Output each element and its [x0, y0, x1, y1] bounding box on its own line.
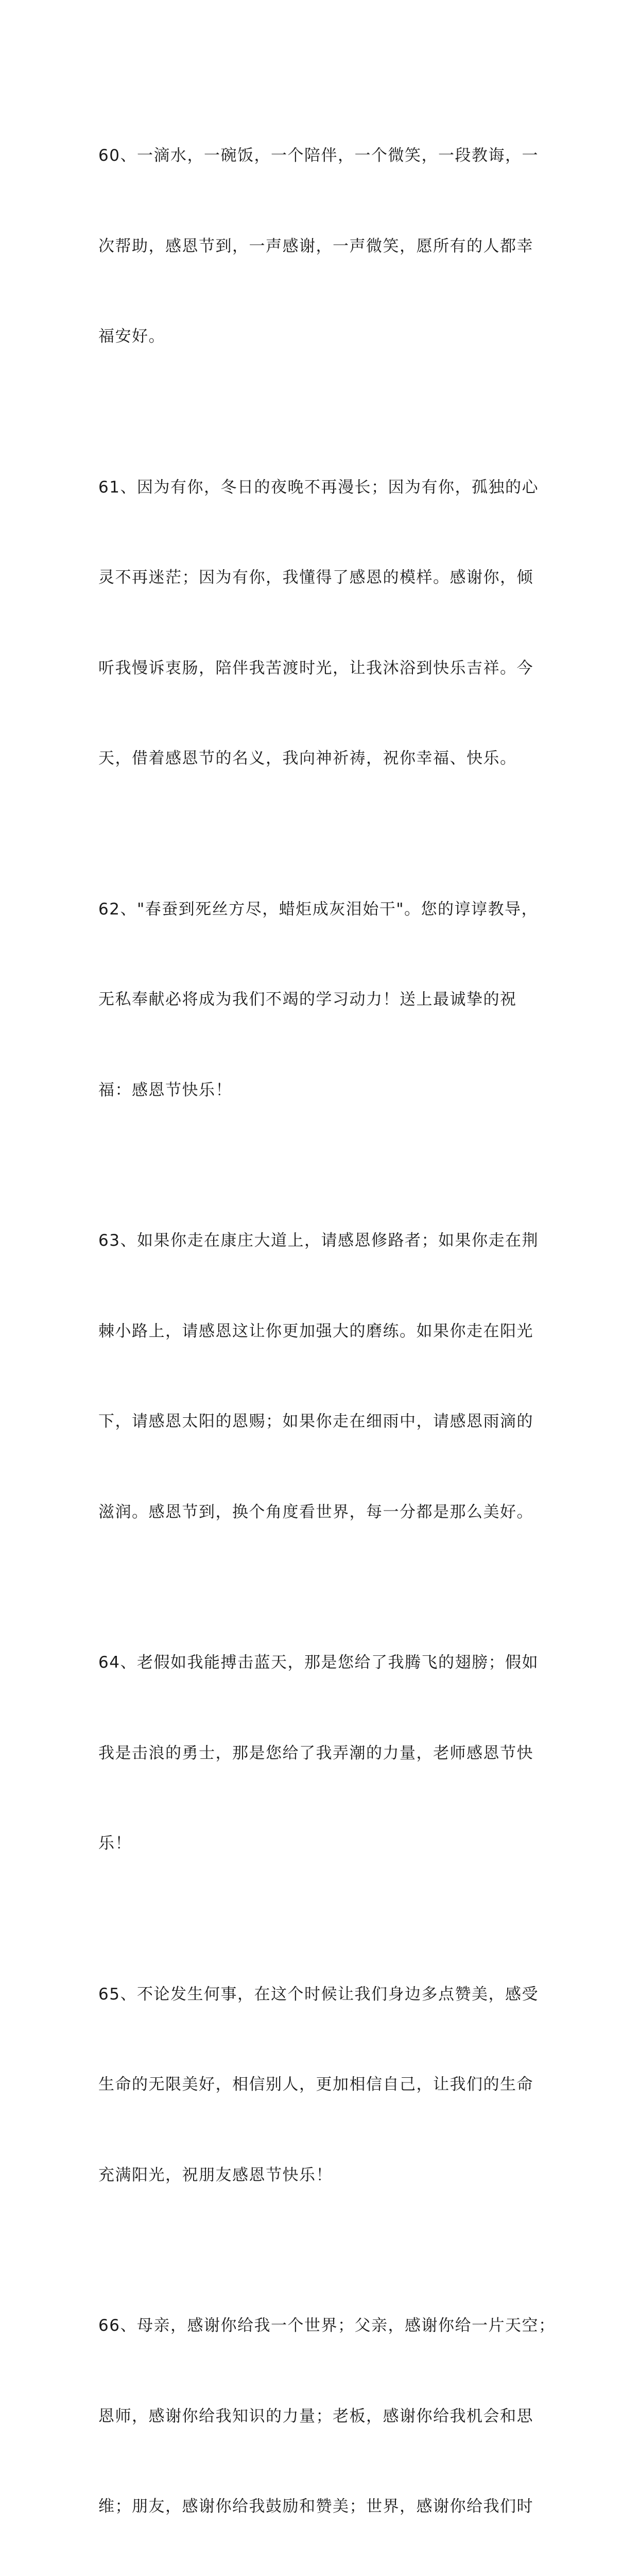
text-line: 66、母亲，感谢你给我一个世界；父亲，感谢你给一片天空； [98, 2316, 556, 2335]
text-line: 恩师，感谢你给我知识的力量；老板，感谢你给我机会和思 [98, 2406, 533, 2426]
text-line: 生命的无限美好，相信别人，更加相信自己，让我们的生命 [98, 2075, 533, 2094]
text-line: 无私奉献必将成为我们不竭的学习动力！送上最诚挚的祝 [98, 990, 517, 1009]
text-line: 充满阳光，祝朋友感恩节快乐！ [98, 2165, 333, 2184]
text-line: 64、老假如我能搏击蓝天，那是您给了我腾飞的翅膀；假如 [98, 1653, 539, 1672]
paragraph-66 [98, 2250, 556, 2576]
text-line: 我是击浪的勇士，那是您给了我弄潮的力量，老师感恩节快 [98, 1743, 533, 1762]
text-line: 灵不再迷茫；因为有你，我懂得了感恩的模样。感谢你，倾 [98, 568, 533, 587]
text-line: 62、"春蚕到死丝方尽，蜡炬成灰泪始干"。您的谆谆教导， [98, 900, 538, 919]
text-line: 63、如果你走在康庄大道上，请感恩修路者；如果你走在荆 [98, 1231, 539, 1250]
text-line: 福：感恩节快乐！ [98, 1080, 232, 1099]
paragraph-63 [98, 1165, 551, 1587]
text-line: 60、一滴水，一碗饭，一个陪伴，一个微笑，一段教诲，一 [98, 146, 539, 165]
text-line: 天，借着感恩节的名义，我向神祈祷，祝你幸福、快乐。 [98, 749, 517, 768]
text-line: 乐！ [98, 1834, 132, 1853]
text-line: 下，请感恩太阳的恩赐；如果你走在细雨中，请感恩雨滴的 [98, 1412, 533, 1431]
text-line: 61、因为有你，冬日的夜晚不再漫长；因为有你，孤独的心 [98, 478, 539, 497]
paragraph-64 [98, 1587, 551, 1919]
text-line: 65、不论发生何事，在这个时候让我们身边多点赞美，感受 [98, 1985, 539, 2004]
text-line: 滋润。感恩节到，换个角度看世界，每一分都是那么美好。 [98, 1502, 533, 1521]
text-line: 福安好。 [98, 327, 165, 346]
paragraph-60 [98, 80, 551, 412]
text-line: 听我慢诉衷肠，陪伴我苦渡时光，让我沐浴到快乐吉祥。今 [98, 658, 533, 677]
text-line: 棘小路上，请感恩这让你更加强大的磨练。如果你走在阳光 [98, 1321, 533, 1341]
paragraph-61 [98, 412, 551, 834]
document-body [98, 80, 556, 2576]
paragraph-62 [98, 834, 551, 1166]
text-line: 维；朋友，感谢你给我鼓励和赞美；世界，感谢你给我们时 [98, 2497, 533, 2516]
paragraph-65 [98, 1919, 551, 2251]
text-line: 次帮助，感恩节到，一声感谢，一声微笑，愿所有的人都幸 [98, 236, 533, 256]
